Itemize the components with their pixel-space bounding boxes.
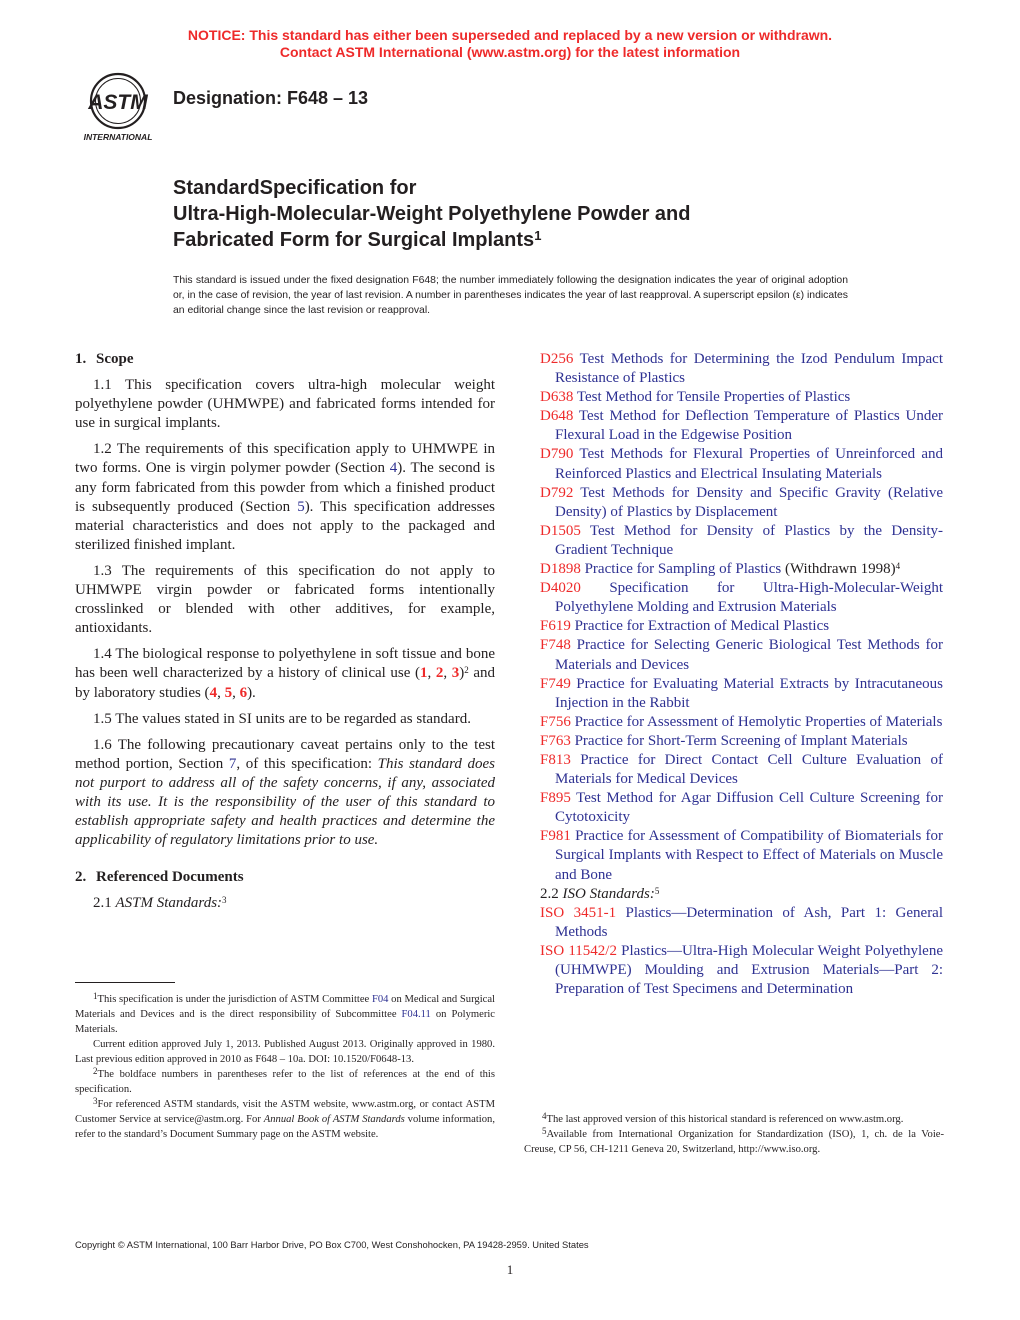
astm-reference-item bbox=[540, 388, 943, 407]
astm-reference-title-link[interactable]: Practice for Direct Contact Cell Culture Evaluation of Materials for Medical Devices bbox=[555, 751, 943, 788]
astm-reference-code-link[interactable]: F763 bbox=[540, 732, 571, 749]
astm-reference-title-link[interactable]: Specification for Ultra-High-Molecular-Weight Polyethylene Molding and Extrusion Materials bbox=[555, 580, 943, 616]
title-line-3: Fabricated Form for Surgical Implants bbox=[173, 229, 535, 251]
logo-subtext: INTERNATIONAL bbox=[83, 132, 153, 142]
astm-reference-code-link[interactable]: F981 bbox=[540, 828, 571, 845]
left-column bbox=[75, 350, 495, 920]
astm-reference-title-link[interactable]: Test Method for Density of Plastics by the Density-Gradient Technique bbox=[555, 522, 944, 558]
scope-1-3: 1.3 The requirements of this specification do not apply to UHMWPE virgin powder or fabricated forms intentionally crosslinked or blended with other additives, for example, antioxidants. bbox=[75, 562, 495, 637]
astm-reference-item bbox=[540, 636, 943, 674]
astm-reference-item bbox=[540, 827, 943, 884]
referenced-documents-heading: 2. Referenced Documents bbox=[75, 869, 244, 886]
astm-reference-item bbox=[540, 350, 943, 388]
astm-reference-code-link[interactable]: F748 bbox=[540, 637, 571, 654]
astm-logo bbox=[74, 72, 162, 144]
footnote-5: $^5$Available from International Organization for Standardization (ISO), 1, ch. de la Voie-Creuse, CP 56, CH-1211 Geneva 20, Switzerland, http://www.iso.org. bbox=[524, 1126, 944, 1155]
astm-reference-item bbox=[540, 407, 943, 445]
page-number: 1 bbox=[506, 1262, 514, 1277]
reference-2-link[interactable]: 2 bbox=[435, 665, 444, 682]
astm-reference-item bbox=[540, 522, 943, 560]
section-4-link[interactable]: 4 bbox=[389, 460, 398, 477]
iso-reference-item bbox=[540, 904, 943, 942]
document-title bbox=[173, 175, 913, 253]
astm-reference-item bbox=[540, 484, 943, 522]
astm-reference-title-link[interactable]: Practice for Short-Term Screening of Implant Materials bbox=[574, 732, 908, 749]
iso-reference-title-link[interactable]: Plastics—Ultra-High Molecular Weight Polyethylene (UHMWPE) Moulding and Extrusion Materials—Part 2: Preparation of Test Specimens and Determination bbox=[555, 942, 943, 998]
astm-reference-title-link[interactable]: Practice for Assessment of Compatibility of Biomaterials for Surgical Implants with Respect to Effect of Materials on Muscle and Bone bbox=[555, 828, 944, 883]
astm-reference-title-link[interactable]: Test Methods for Determining the Izod Pendulum Impact Resistance of Plastics bbox=[555, 351, 943, 387]
astm-reference-title-link[interactable]: Test Methods for Density and Specific Gravity (Relative Density) of Plastics by Displacement bbox=[555, 484, 943, 520]
title-line-2: Ultra-High-Molecular-Weight Polyethylene Powder and bbox=[173, 203, 691, 225]
reference-1-link[interactable]: 1 bbox=[420, 665, 428, 682]
astm-reference-item bbox=[540, 617, 943, 636]
astm-reference-code-link[interactable]: F895 bbox=[540, 790, 571, 807]
reference-3-link[interactable]: 3 bbox=[451, 665, 460, 682]
left-footnotes bbox=[75, 992, 495, 1142]
iso-reference-list bbox=[540, 904, 943, 999]
astm-reference-title-link[interactable]: Practice for Selecting Generic Biological Test Methods for Materials and Devices bbox=[555, 637, 943, 673]
astm-reference-item bbox=[540, 445, 943, 483]
iso-reference-code-link[interactable]: ISO 3451-1 bbox=[540, 904, 617, 921]
astm-reference-title-link[interactable]: Practice for Extraction of Medical Plastics bbox=[574, 618, 830, 635]
notice-line-1: NOTICE: This standard has either been superseded and replaced by a new version or withdrawn. bbox=[187, 27, 833, 43]
section-7-link[interactable]: 7 bbox=[228, 755, 237, 772]
reference-5-link[interactable]: 5 bbox=[224, 684, 233, 701]
astm-reference-code-link[interactable]: D638 bbox=[540, 389, 574, 406]
astm-reference-item bbox=[540, 560, 943, 579]
scope-heading: 1. Scope bbox=[75, 351, 134, 367]
footnote-divider bbox=[75, 982, 175, 983]
astm-reference-code-link[interactable]: D792 bbox=[540, 484, 574, 501]
subcommittee-f04-11-link[interactable]: F04.11 bbox=[401, 1009, 431, 1020]
title-footnote-mark: 1 bbox=[534, 228, 542, 243]
astm-reference-title-link[interactable]: Practice for Assessment of Hemolytic Properties of Materials bbox=[574, 713, 943, 730]
right-footnotes bbox=[524, 1112, 944, 1157]
astm-reference-code-link[interactable]: D790 bbox=[540, 446, 574, 463]
footnote-mark: 4 bbox=[895, 561, 901, 572]
title-line-1: StandardSpecification for bbox=[173, 177, 417, 199]
astm-reference-item bbox=[540, 789, 943, 827]
scope-1-5: 1.5 The values stated in SI units are to be regarded as standard. bbox=[93, 710, 471, 727]
astm-reference-title-link[interactable]: Test Methods for Flexural Properties of Unreinforced and Reinforced Plastics and Electrical Insulating Materials bbox=[555, 446, 944, 482]
designation: Designation: F648 – 13 bbox=[173, 88, 369, 108]
scope-1-4: 1.4 The biological response to polyethylene in soft tissue and bone has been well characterized by a history of clinical use (1, 2, 3)$^2$ and by laboratory studies (4, 5, 6). bbox=[75, 646, 496, 701]
astm-reference-code-link[interactable]: F749 bbox=[540, 675, 571, 692]
iso-standards-subheading: 2.2 ISO Standards:$^5$ bbox=[540, 885, 660, 902]
scope-1-1: 1.1 This specification covers ultra-high molecular weight polyethylene powder (UHMWPE) and fabricated forms intended for use in surgical implants. bbox=[75, 377, 495, 432]
iso-reference-title-link[interactable]: Plastics—Determination of Ash, Part 1: General Methods bbox=[555, 904, 944, 940]
supersession-notice bbox=[0, 27, 1020, 61]
astm-reference-code-link[interactable]: F813 bbox=[540, 751, 571, 768]
footnote-2-mark: 2 bbox=[464, 665, 469, 676]
right-column bbox=[540, 350, 943, 999]
iso-reference-code-link[interactable]: ISO 11542/2 bbox=[540, 942, 617, 959]
astm-reference-title-link[interactable]: Practice for Evaluating Material Extracts by Intracutaneous Injection in the Rabbit bbox=[555, 675, 943, 711]
copyright-line: Copyright © ASTM International, 100 Barr Harbor Drive, PO Box C700, West Conshohocken, PA 19428-2959. United States bbox=[75, 1239, 589, 1250]
footnote-1: $^1$This specification is under the jurisdiction of ASTM Committee F04 on Medical and Surgical Materials and Devices and is the direct responsibility of Subcommittee F04.11 on Polymeric Materials. bbox=[75, 991, 495, 1035]
astm-reference-item bbox=[540, 579, 943, 617]
footnote-2: $^2$The boldface numbers in parentheses refer to the list of references at the end of this specification. bbox=[75, 1066, 495, 1095]
astm-reference-code-link[interactable]: F619 bbox=[540, 618, 571, 635]
astm-reference-item bbox=[540, 675, 943, 713]
astm-reference-title-link[interactable]: Test Method for Deflection Temperature of Plastics Under Flexural Load in the Edgewise Position bbox=[555, 408, 943, 444]
footnote-1-edition: Current edition approved July 1, 2013. Published August 2013. Originally approved in 1980. Last previous edition approved in 2010 as F648 – 10a. DOI: 10.1520/F0648-13. bbox=[75, 1039, 495, 1065]
scope-1-6: 1.6 The following precautionary caveat pertains only to the test method portion, Section 7, of this specification: This standard does not purport to address all of the safety concerns, if any, associated with its use. It is the responsibility of the user of this standard to establish appropriate safety and health practices and determine the applicability of regulatory limitations prior to use. bbox=[75, 736, 495, 849]
astm-reference-item bbox=[540, 751, 943, 789]
withdrawn-note: (Withdrawn 1998) bbox=[781, 561, 896, 578]
issue-note: This standard is issued under the fixed designation F648; the number immediately following the designation indicates the year of original adoption or, in the case of revision, the year of last revision. A number in parentheses indicates the year of last reapproval. A superscript epsilon (ε) indicates an editorial change since the last revision or reapproval. bbox=[173, 275, 848, 316]
notice-line-2: Contact ASTM International (www.astm.org) for the latest information bbox=[279, 44, 741, 60]
committee-f04-link[interactable]: F04 bbox=[371, 994, 389, 1005]
footnote-4: $^4$The last approved version of this historical standard is referenced on www.astm.org. bbox=[542, 1111, 904, 1125]
astm-reference-list bbox=[540, 350, 943, 885]
astm-reference-title-link[interactable]: Test Method for Tensile Properties of Plastics bbox=[576, 389, 851, 406]
astm-reference-code-link[interactable]: D4020 bbox=[540, 580, 581, 597]
astm-reference-code-link[interactable]: D256 bbox=[540, 351, 574, 367]
scope-1-2: 1.2 The requirements of this specification apply to UHMWPE in two forms. One is virgin polymer powder (Section 4). The second is any form fabricated from this powder from which a finished product is subsequently produced (Section 5). This specification addresses material characteristics and does not apply to the packaged and sterilized finished implant. bbox=[75, 441, 496, 553]
astm-reference-title-link[interactable]: Practice for Sampling of Plastics bbox=[584, 561, 782, 578]
iso-reference-item bbox=[540, 942, 943, 999]
astm-reference-title-link[interactable]: Test Method for Agar Diffusion Cell Culture Screening for Cytotoxicity bbox=[555, 790, 943, 826]
astm-reference-code-link[interactable]: D1505 bbox=[540, 522, 581, 539]
footnote-3: $^3$For referenced ASTM standards, visit the ASTM website, www.astm.org, or contact ASTM Customer Service at service@astm.org. For Annual Book of ASTM Standards volume information, refer to the standard’s Document Summary page on the ASTM website. bbox=[75, 1096, 495, 1140]
reference-6-link[interactable]: 6 bbox=[239, 684, 248, 701]
logo-text: ASTM bbox=[88, 91, 148, 114]
astm-reference-item bbox=[540, 732, 943, 751]
reference-4-link[interactable]: 4 bbox=[209, 684, 218, 701]
section-5-link[interactable]: 5 bbox=[297, 498, 305, 515]
astm-reference-code-link[interactable]: D648 bbox=[540, 408, 574, 425]
astm-reference-item bbox=[540, 713, 943, 732]
astm-standards-subheading: 2.1 ASTM Standards:$^3$ bbox=[93, 895, 227, 912]
astm-reference-code-link[interactable]: F756 bbox=[540, 713, 571, 730]
astm-reference-code-link[interactable]: D1898 bbox=[540, 561, 581, 578]
